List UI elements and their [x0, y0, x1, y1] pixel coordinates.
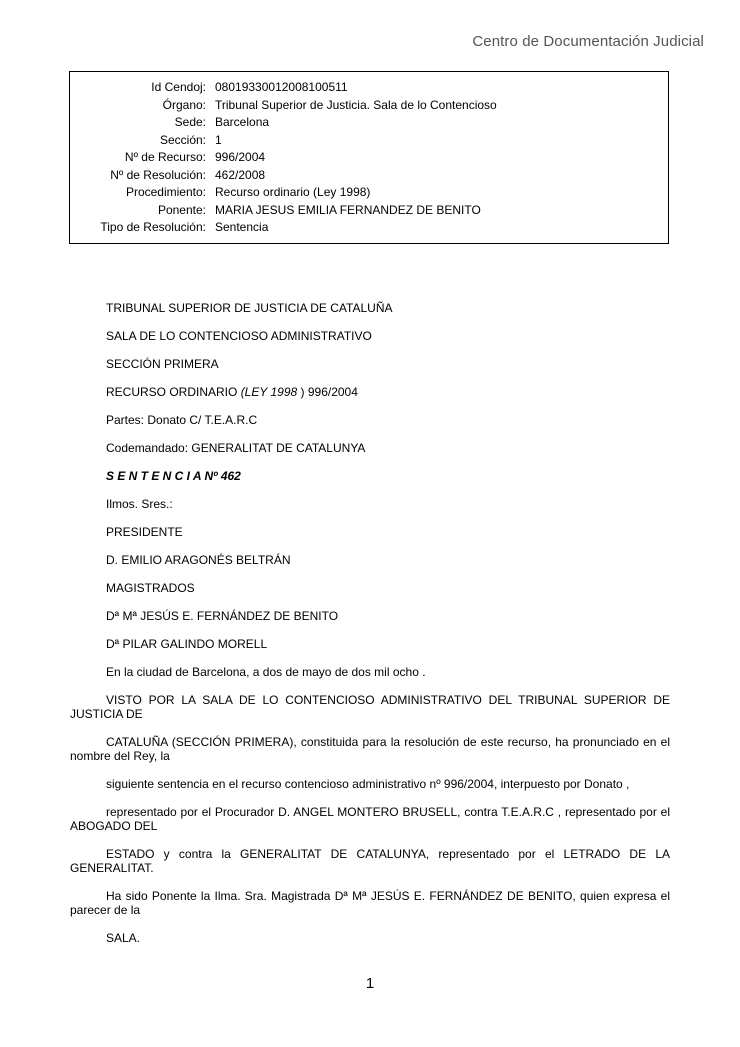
- court-heading: TRIBUNAL SUPERIOR DE JUSTICIA DE CATALUÑA: [106, 301, 393, 315]
- paragraph-cataluna: CATALUÑA (SECCIÓN PRIMERA), constituida para la resolución de este recurso, ha pronunciado en el nombre del Rey, la: [70, 735, 670, 763]
- appeal-line: [70, 385, 670, 399]
- meta-label: Sede:: [174, 115, 206, 129]
- president-name: D. EMILIO ARAGONÉS BELTRÁN: [106, 553, 291, 567]
- meta-label: Nº de Resolución:: [110, 167, 206, 182]
- meta-label: Ponente:: [157, 202, 206, 217]
- paragraph-siguiente: siguiente sentencia en el recurso contencioso administrativo nº 996/2004, interpuesto por Donato ,: [106, 777, 630, 791]
- appeal-law: (LEY 1998: [240, 385, 298, 399]
- appeal-number: ) 996/2004: [297, 385, 358, 399]
- meta-row-procedimiento: [70, 184, 668, 202]
- meta-value: 1: [215, 132, 222, 147]
- meta-label: Id Cendoj:: [151, 80, 206, 94]
- parties-line: Partes: Donato C/ T.E.A.R.C: [106, 413, 258, 427]
- meta-row-sede: [70, 114, 668, 132]
- meta-row-recurso: [70, 149, 668, 167]
- meta-value: MARIA JESUS EMILIA FERNANDEZ DE BENITO: [215, 202, 481, 217]
- meta-value: Recurso ordinario (Ley 1998): [215, 185, 371, 199]
- page-number: 1: [365, 975, 375, 992]
- meta-value: 08019330012008100511: [215, 80, 348, 94]
- meta-row-resolucion: [70, 167, 668, 185]
- section-heading: SECCIÓN PRIMERA: [106, 357, 219, 371]
- meta-value: 462/2008: [215, 167, 266, 182]
- president-label: PRESIDENTE: [106, 525, 183, 539]
- meta-row-seccion: [70, 132, 668, 150]
- meta-row-organo: [70, 97, 668, 115]
- meta-label: Nº de Recurso:: [124, 150, 206, 164]
- magistrate-name: Dª Mª JESÚS E. FERNÁNDEZ DE BENITO: [106, 609, 339, 623]
- paragraph-visto: VISTO POR LA SALA DE LO CONTENCIOSO ADMINISTRATIVO DEL TRIBUNAL SUPERIOR DE JUSTICIA DE: [70, 693, 670, 721]
- document-source-header: Centro de Documentación Judicial: [472, 33, 704, 50]
- magistrates-label: MAGISTRADOS: [106, 581, 195, 595]
- meta-value: Sentencia: [215, 220, 269, 234]
- meta-value: Barcelona: [215, 115, 270, 129]
- place-date-line: En la ciudad de Barcelona, a dos de mayo de dos mil ocho .: [106, 665, 426, 679]
- paragraph-estado: ESTADO y contra la GENERALITAT DE CATALUNYA, representado por el LETRADO DE LA GENERALITAT.: [70, 847, 670, 875]
- magistrate-name: Dª PILAR GALINDO MORELL: [106, 637, 268, 651]
- metadata-box: [69, 71, 669, 244]
- meta-value: Tribunal Superior de Justicia. Sala de lo Contencioso: [215, 97, 497, 112]
- meta-row-id-cendoj: [70, 79, 668, 97]
- meta-row-tipo-resolucion: [70, 219, 668, 237]
- meta-label: Tipo de Resolución:: [100, 220, 206, 234]
- paragraph-ponente: Ha sido Ponente la Ilma. Sra. Magistrada Dª Mª JESÚS E. FERNÁNDEZ DE BENITO, quien expresa el parecer de la: [70, 889, 670, 917]
- appeal-prefix: RECURSO ORDINARIO: [106, 385, 241, 399]
- judges-intro: Ilmos. Sres.:: [106, 497, 173, 511]
- codefendant-line: Codemandado: GENERALITAT DE CATALUNYA: [106, 441, 366, 455]
- judgment-title: S E N T E N C I A Nº 462: [106, 469, 241, 483]
- chamber-heading: SALA DE LO CONTENCIOSO ADMINISTRATIVO: [106, 329, 372, 343]
- paragraph-representado: representado por el Procurador D. ANGEL MONTERO BRUSELL, contra T.E.A.R.C , representado por el ABOGADO DEL: [70, 805, 670, 833]
- meta-label: Procedimiento:: [125, 185, 206, 199]
- meta-label: Sección:: [159, 132, 206, 147]
- meta-row-ponente: [70, 202, 668, 220]
- meta-label: Órgano:: [162, 97, 206, 112]
- paragraph-sala: SALA.: [106, 931, 141, 945]
- meta-value: 996/2004: [215, 150, 266, 164]
